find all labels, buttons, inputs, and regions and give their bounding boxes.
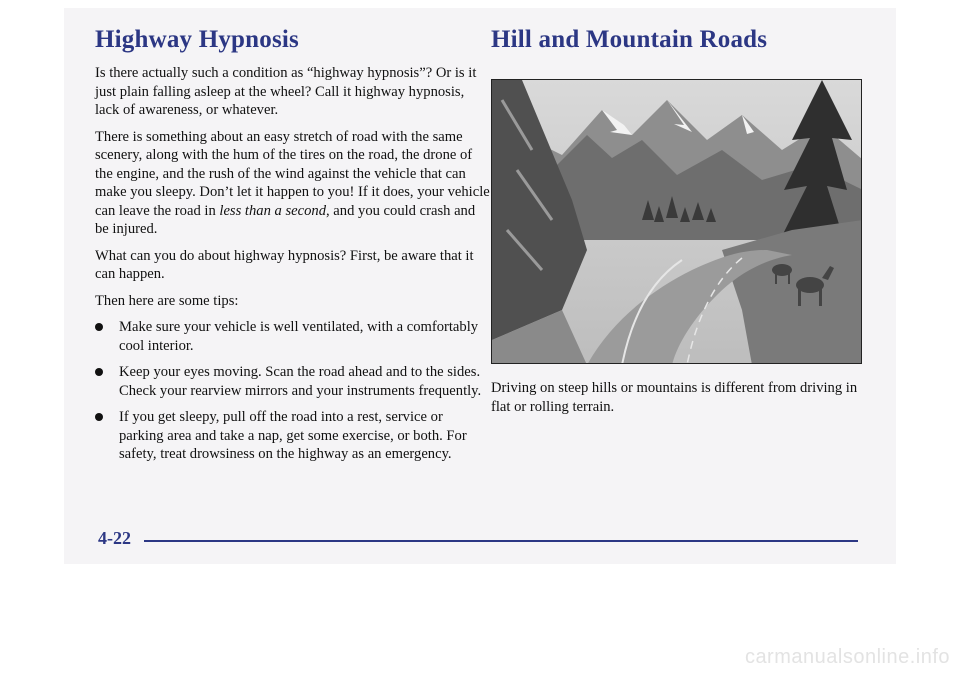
section-title-highway-hypnosis: Highway Hypnosis xyxy=(95,26,299,53)
footer-divider xyxy=(144,540,858,542)
emphasis-less-than-a-second: less than a second xyxy=(219,202,326,219)
tip-text: Make sure your vehicle is well ventilated, with a comfortably cool interior. xyxy=(119,319,479,354)
tip-text: Keep your eyes moving. Scan the road ahead and to the sides. Check your rearview mirrors and your instruments frequently. xyxy=(119,364,482,399)
watermark-text: carmanualsonline.info xyxy=(744,646,950,668)
right-column xyxy=(491,26,871,415)
tips-list xyxy=(95,318,491,464)
bullet-icon xyxy=(95,323,103,331)
right-text-block xyxy=(491,379,861,424)
bullet-icon xyxy=(95,368,103,376)
section-title-hill-mountain-roads: Hill and Mountain Roads xyxy=(491,26,768,53)
page-number: 4-22 xyxy=(98,528,131,548)
paragraph-intro: Is there actually such a condition as “highway hypnosis”? Or is it just plain falling asleep at the wheel? Call it highway hypnosis, lack of awareness, or whatever. xyxy=(95,65,477,118)
bullet-icon xyxy=(95,413,103,421)
list-item xyxy=(95,363,491,400)
paragraph-what-can-you-do: What can you do about highway hypnosis? First, be aware that it can happen. xyxy=(95,247,474,282)
paragraph-sleepy-text-b: , and you could crash and be injured. xyxy=(95,202,476,237)
left-column xyxy=(95,26,491,472)
manual-page xyxy=(64,8,896,564)
paragraph-hill-mountain: Driving on steep hills or mountains is different from driving in flat or rolling terrain. xyxy=(491,380,858,415)
tip-text: If you get sleepy, pull off the road into a rest, service or parking area and take a nap, get some exercise, or both. For safety, treat drowsiness on the highway as an emergency. xyxy=(119,409,467,462)
paragraph-tips-intro: Then here are some tips: xyxy=(95,292,239,309)
paragraph-sleepy xyxy=(95,128,491,239)
list-item xyxy=(95,318,491,355)
paragraph-sleepy-text-a: There is something about an easy stretch of road with the same scenery, along with the hum of the tires on the road, the drone of the engine, and the rush of the wind against the vehicle that can make you sleepy. Don’t let it happen to you! If it does, your vehicle can leave the road in xyxy=(95,128,490,219)
mountain-road-illustration xyxy=(491,79,862,364)
list-item xyxy=(95,408,491,464)
mountain-road-drawing xyxy=(492,80,862,364)
